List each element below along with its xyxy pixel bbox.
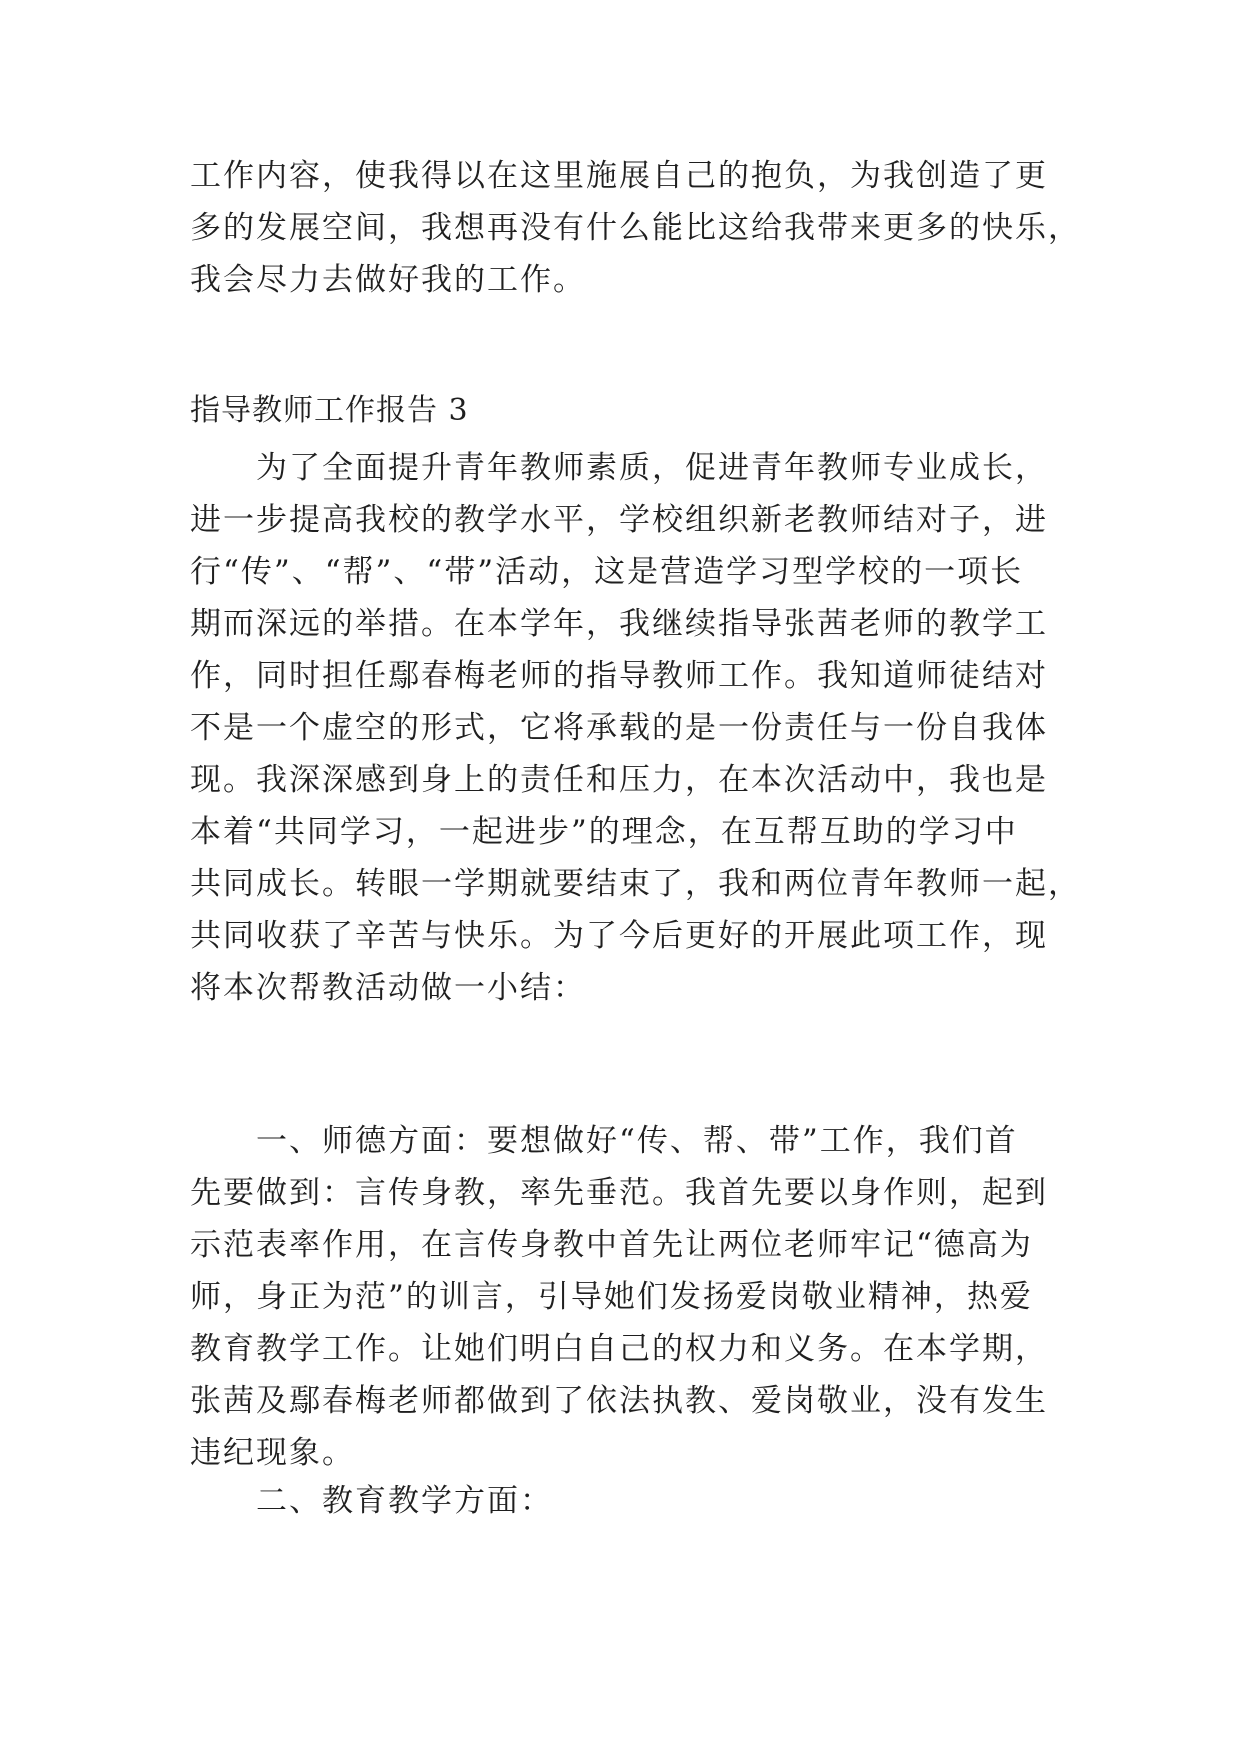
- paragraph-2-line: 违纪现象。: [190, 1435, 355, 1471]
- paragraph-1-line: 为了全面提升青年教师素质，促进青年教师专业成长，: [256, 450, 1048, 486]
- paragraph-1-line: 进一步提高我校的教学水平，学校组织新老教师结对子，进: [190, 502, 1048, 538]
- paragraph-1-line: 本着“共同学习，一起进步”的理念，在互帮互助的学习中: [190, 814, 1018, 850]
- paragraph-2-line: 张茜及鄢春梅老师都做到了依法执教、爱岗敬业，没有发生: [190, 1383, 1048, 1419]
- paragraph-1-line: 作，同时担任鄢春梅老师的指导教师工作。我知道师徒结对: [190, 658, 1048, 694]
- paragraph-1-line: 行“传”、“帮”、“带”活动，这是营造学习型学校的一项长: [190, 554, 1024, 590]
- paragraph-1-line: 将本次帮教活动做一小结：: [190, 970, 586, 1006]
- section-title: [190, 385, 469, 437]
- paragraph-1-line: 期而深远的举措。在本学年，我继续指导张茜老师的教学工: [190, 606, 1048, 642]
- paragraph-2-line: 一、师德方面：要想做好“传、帮、带”工作，我们首: [256, 1123, 1018, 1159]
- paragraph-2-line: 教育教学工作。让她们明白自己的权力和义务。在本学期，: [190, 1331, 1048, 1367]
- paragraph-1-line: 现。我深深感到身上的责任和压力，在本次活动中，我也是: [190, 762, 1048, 798]
- intro-line: 我会尽力去做好我的工作。: [190, 262, 586, 298]
- section-title-text: 指导教师工作报告 3: [190, 393, 469, 428]
- intro-paragraph: [190, 150, 1081, 306]
- paragraph-2: [190, 1115, 1048, 1479]
- paragraph-3: [190, 1475, 553, 1527]
- paragraph-2-line: 先要做到：言传身教，率先垂范。我首先要以身作则，起到: [190, 1175, 1048, 1211]
- intro-line: 工作内容，使我得以在这里施展自己的抱负，为我创造了更: [190, 158, 1048, 194]
- paragraph-1-line: 共同成长。转眼一学期就要结束了，我和两位青年教师一起，: [190, 866, 1081, 902]
- paragraph-1: [190, 442, 1081, 1014]
- paragraph-1-line: 不是一个虚空的形式，它将承载的是一份责任与一份自我体: [190, 710, 1048, 746]
- paragraph-1-line: 共同收获了辛苦与快乐。为了今后更好的开展此项工作，现: [190, 918, 1048, 954]
- intro-line: 多的发展空间，我想再没有什么能比这给我带来更多的快乐，: [190, 210, 1081, 246]
- paragraph-3-line: 二、教育教学方面：: [256, 1483, 553, 1519]
- paragraph-2-line: 示范表率作用，在言传身教中首先让两位老师牢记“德高为: [190, 1227, 1033, 1263]
- paragraph-2-line: 师，身正为范”的训言，引导她们发扬爱岗敬业精神，热爱: [190, 1279, 1033, 1315]
